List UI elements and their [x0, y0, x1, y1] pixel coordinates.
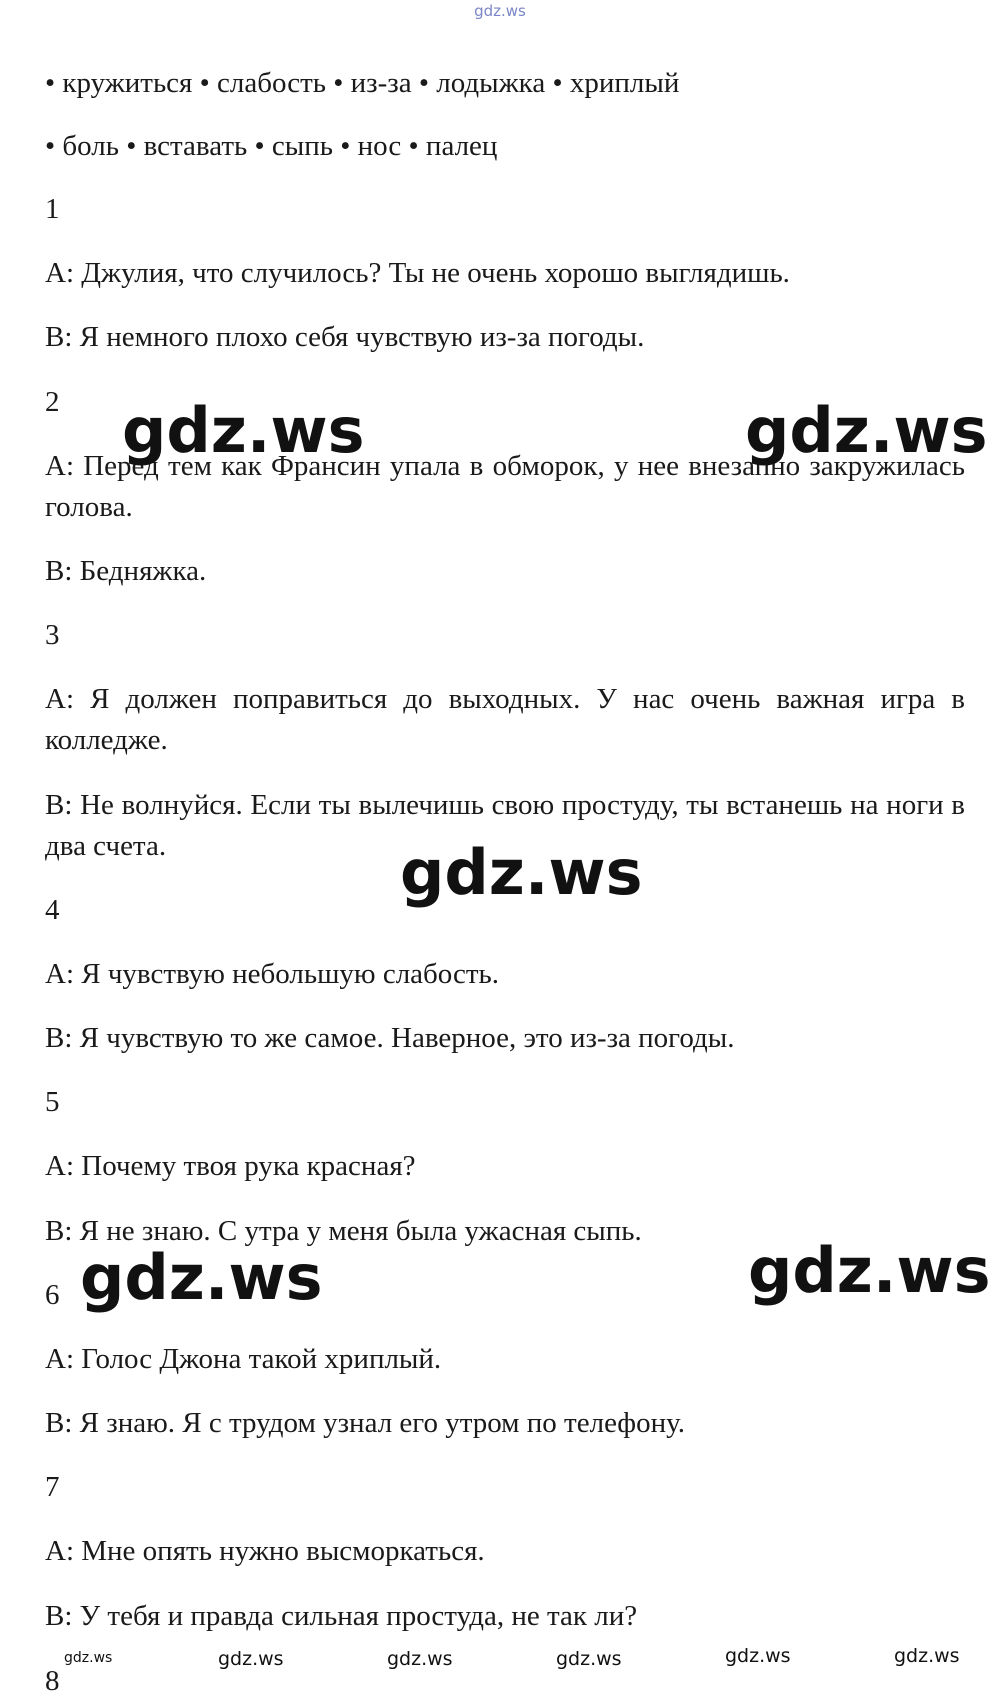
dialogue-number-2: 2	[45, 386, 60, 418]
watermark-big-5: gdz.ws	[748, 1234, 991, 1307]
footer-watermark-3: gdz.ws	[387, 1648, 453, 1670]
dialogue-4-line-b: B: Я чувствую то же самое. Наверное, это из-за погоды.	[45, 1022, 735, 1054]
watermark-big-4: gdz.ws	[80, 1241, 323, 1314]
dialogue-3-line-a: A: Я должен поправиться до выходных. У нас очень важная игра в колледже.	[45, 683, 965, 756]
dialogue-number-6: 6	[45, 1279, 60, 1311]
dialogue-4-line-a: A: Я чувствую небольшую слабость.	[45, 958, 500, 990]
dialogue-1-line-a: A: Джулия, что случилось? Ты не очень хорошо выглядишь.	[45, 257, 790, 289]
dialogue-number-8: 8	[45, 1665, 60, 1697]
dialogue-6-line-a: A: Голос Джона такой хриплый.	[45, 1343, 442, 1375]
dialogue-number-1: 1	[45, 193, 60, 225]
footer-watermark-2: gdz.ws	[218, 1648, 284, 1670]
footer-watermark-5: gdz.ws	[725, 1645, 791, 1667]
footer-watermark-1: gdz.ws	[64, 1650, 113, 1666]
dialogue-number-3: 3	[45, 619, 60, 651]
dialogue-number-5: 5	[45, 1086, 60, 1118]
dialogue-5-line-b: B: Я не знаю. С утра у меня была ужасная сыпь.	[45, 1215, 642, 1247]
dialogue-7-line-b: B: У тебя и правда сильная простуда, не так ли?	[45, 1600, 638, 1632]
word-bank-line-2: • боль • вставать • сыпь • нос • палец	[45, 130, 498, 162]
dialogue-number-4: 4	[45, 894, 60, 926]
dialogue-number-7: 7	[45, 1471, 60, 1503]
watermark-big-2: gdz.ws	[745, 394, 988, 467]
footer-watermark-4: gdz.ws	[556, 1648, 622, 1670]
word-bank-line-1: • кружиться • слабость • из-за • лодыжка • хриплый	[45, 67, 680, 99]
dialogue-1-line-b: B: Я немного плохо себя чувствую из-за погоды.	[45, 321, 645, 353]
dialogue-7-line-a: A: Мне опять нужно высморкаться.	[45, 1535, 485, 1567]
watermark-big-3: gdz.ws	[400, 836, 643, 909]
dialogue-6-line-b: B: Я знаю. Я с трудом узнал его утром по телефону.	[45, 1407, 685, 1439]
footer-watermark-6: gdz.ws	[894, 1645, 960, 1667]
dialogue-3-line-b: B: Не волнуйся. Если ты вылечишь свою простуду, ты встанешь на ноги в два счета.	[45, 789, 965, 862]
watermark-big-1: gdz.ws	[122, 394, 365, 467]
dialogue-2-line-a: A: Перед тем как Франсин упала в обморок, у нее внезапно закружилась голова.	[45, 450, 965, 523]
top-watermark: gdz.ws	[474, 2, 526, 20]
dialogue-5-line-a: A: Почему твоя рука красная?	[45, 1150, 416, 1182]
dialogue-2-line-b: B: Бедняжка.	[45, 555, 207, 587]
